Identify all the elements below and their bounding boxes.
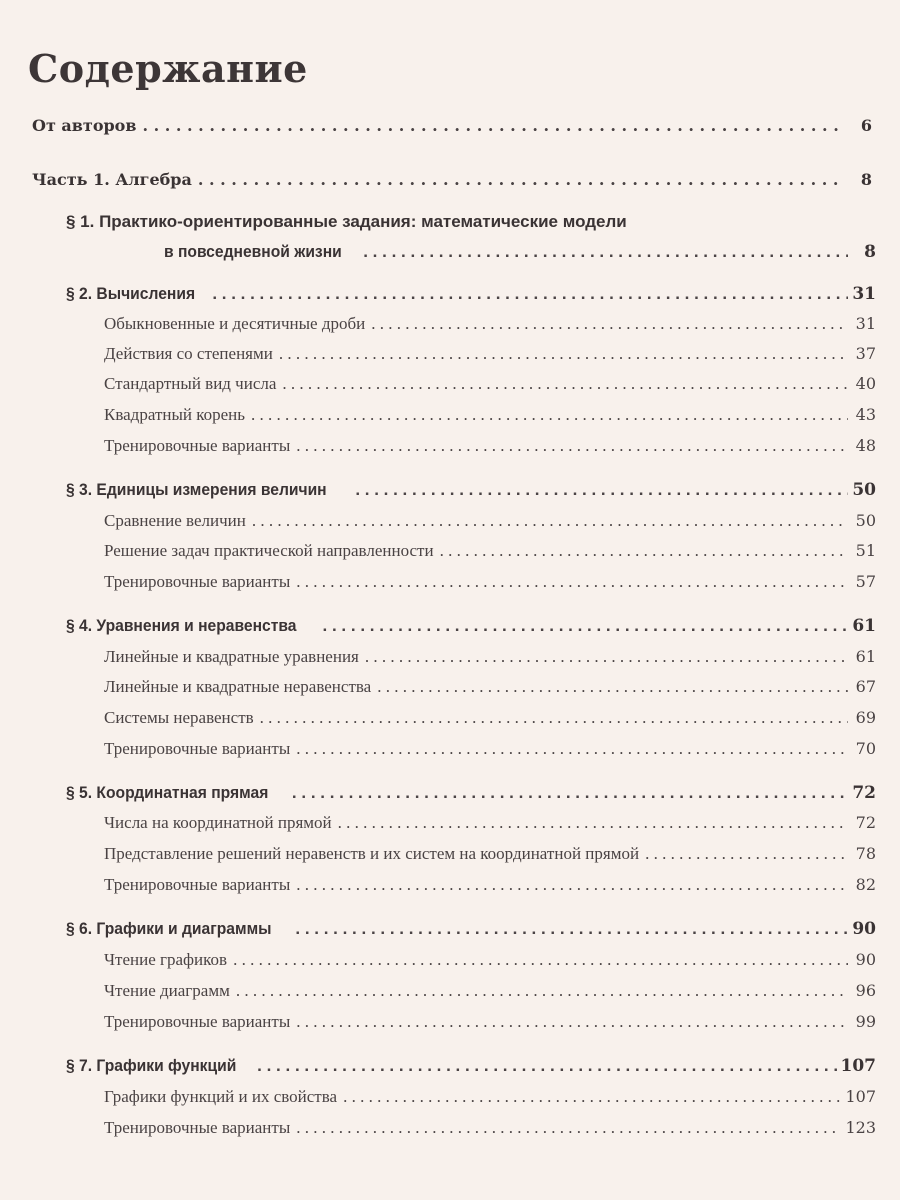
toc-section-1-title-line1[interactable]: § 1. Практико-ориентированные задания: математические модели: [66, 212, 627, 231]
page-number: 96: [855, 981, 876, 1000]
page-number: 61: [855, 647, 876, 666]
entry-label: Чтение графиков: [104, 950, 228, 969]
dot-leader: [295, 919, 848, 939]
toc-subsection[interactable]: [104, 981, 876, 1001]
dot-leader: [212, 284, 848, 304]
dot-leader: [343, 1087, 841, 1107]
entry-label: Решение задач практической направленности: [104, 541, 434, 560]
page-number: 90: [852, 919, 876, 939]
page-number: 40: [855, 374, 876, 393]
toc-subsection[interactable]: [104, 875, 876, 895]
toc-subsection[interactable]: [104, 541, 876, 561]
dot-leader: [338, 813, 848, 833]
toc-subsection[interactable]: [104, 344, 876, 364]
dot-leader: [296, 1118, 841, 1138]
page-number: 67: [855, 677, 876, 696]
entry-label: Системы неравенств: [104, 708, 254, 727]
page-number: 8: [864, 242, 876, 262]
dot-leader: [323, 616, 848, 636]
entry-label: Квадратный корень: [104, 405, 246, 424]
dot-leader: [260, 708, 848, 728]
toc-subsection[interactable]: [104, 813, 876, 833]
dot-leader: [292, 783, 848, 803]
page-number: 90: [855, 950, 876, 969]
dot-leader: [440, 541, 848, 561]
dot-leader: [371, 314, 848, 334]
dot-leader: [142, 116, 844, 135]
page-number: 70: [855, 739, 876, 758]
page-number: 43: [855, 405, 876, 424]
entry-label: Сравнение величин: [104, 511, 246, 530]
entry-label: Тренировочные варианты: [104, 572, 291, 591]
dot-leader: [296, 1012, 848, 1032]
entry-label: От авторов: [32, 116, 137, 135]
dot-leader: [198, 170, 844, 189]
entry-label: Тренировочные варианты: [104, 875, 291, 894]
dot-leader: [377, 677, 848, 697]
dot-leader: [251, 405, 848, 425]
dot-leader: [282, 374, 848, 394]
dot-leader: [296, 739, 848, 759]
page-number: 107: [845, 1087, 876, 1106]
entry-label: Тренировочные варианты: [104, 739, 291, 758]
entry-label: Линейные и квадратные уравнения: [104, 647, 359, 666]
page-number: 50: [855, 511, 876, 530]
entry-label: § 2. Вычисления: [66, 284, 196, 303]
entry-label: Действия со степенями: [104, 344, 273, 363]
page-number: 57: [855, 572, 876, 591]
dot-leader: [296, 436, 848, 456]
dot-leader: [296, 572, 848, 592]
entry-label: § 5. Координатная прямая: [66, 783, 269, 802]
toc-section-6[interactable]: [66, 919, 876, 939]
entry-label: Чтение диаграмм: [104, 981, 230, 1000]
toc-subsection[interactable]: [104, 1087, 876, 1107]
entry-label: Линейные и квадратные неравенства: [104, 677, 372, 696]
entry-label: Тренировочные варианты: [104, 436, 291, 455]
page-number: 8: [860, 170, 872, 189]
page-number: 72: [852, 783, 876, 803]
dot-leader: [252, 511, 848, 531]
toc-entry-part-1[interactable]: [32, 170, 872, 189]
dot-leader: [296, 875, 848, 895]
toc-subsection[interactable]: [104, 844, 876, 864]
entry-label: Обыкновенные и десятичные дроби: [104, 314, 366, 333]
toc-subsection[interactable]: [104, 405, 876, 425]
dot-leader: [363, 242, 848, 262]
toc-section-7[interactable]: [66, 1056, 876, 1076]
entry-label: § 3. Единицы измерения величин: [66, 480, 327, 499]
toc-subsection[interactable]: [104, 511, 876, 531]
dot-leader: [645, 844, 848, 864]
toc-subsection[interactable]: [104, 1118, 876, 1138]
page-number: 61: [852, 616, 876, 636]
toc-subsection[interactable]: [104, 739, 876, 759]
entry-label: Тренировочные варианты: [104, 1012, 291, 1031]
entry-label: § 7. Графики функций: [66, 1056, 237, 1075]
toc-section-4[interactable]: [66, 616, 876, 636]
page-number: 72: [855, 813, 876, 832]
page-number: 51: [855, 541, 876, 560]
toc-subsection[interactable]: [104, 314, 876, 334]
toc-subsection[interactable]: [104, 1012, 876, 1032]
toc-subsection[interactable]: [104, 374, 876, 394]
page-number: 123: [845, 1118, 876, 1137]
entry-label: Тренировочные варианты: [104, 1118, 291, 1137]
page-number: 50: [852, 480, 876, 500]
entry-label: Часть 1. Алгебра: [32, 170, 192, 189]
entry-label: Представление решений неравенств и их систем на координатной прямой: [104, 844, 640, 863]
page-number: 69: [855, 708, 876, 727]
dot-leader: [365, 647, 848, 667]
toc-section-1[interactable]: [164, 242, 876, 262]
dot-leader: [257, 1056, 836, 1076]
page-number: 31: [855, 314, 876, 333]
toc-entry-authors[interactable]: [32, 116, 872, 135]
toc-subsection[interactable]: [104, 572, 876, 592]
entry-label: § 4. Уравнения и неравенства: [66, 616, 297, 635]
dot-leader: [279, 344, 848, 364]
toc-subsection[interactable]: [104, 708, 876, 728]
dot-leader: [233, 950, 848, 970]
page-number: 6: [860, 116, 872, 135]
toc-subsection[interactable]: [104, 436, 876, 456]
toc-subsection[interactable]: [104, 950, 876, 970]
toc-section-3[interactable]: [66, 480, 876, 500]
entry-label: в повседневной жизни: [164, 242, 342, 261]
dot-leader: [355, 480, 848, 500]
page-number: 78: [855, 844, 876, 863]
page-number: 82: [855, 875, 876, 894]
page-title: Содержание: [28, 46, 308, 91]
page-number: 99: [855, 1012, 876, 1031]
page-number: 48: [855, 436, 876, 455]
entry-label: Стандартный вид числа: [104, 374, 277, 393]
entry-label: Числа на координатной прямой: [104, 813, 332, 832]
toc-section-2[interactable]: [66, 284, 876, 304]
entry-label: Графики функций и их свойства: [104, 1087, 338, 1106]
toc-section-5[interactable]: [66, 783, 876, 803]
toc-subsection[interactable]: [104, 647, 876, 667]
entry-label: § 6. Графики и диаграммы: [66, 919, 272, 938]
page-number: 37: [855, 344, 876, 363]
page-number: 107: [840, 1056, 876, 1076]
dot-leader: [236, 981, 848, 1001]
toc-subsection[interactable]: [104, 677, 876, 697]
page-number: 31: [852, 284, 876, 304]
